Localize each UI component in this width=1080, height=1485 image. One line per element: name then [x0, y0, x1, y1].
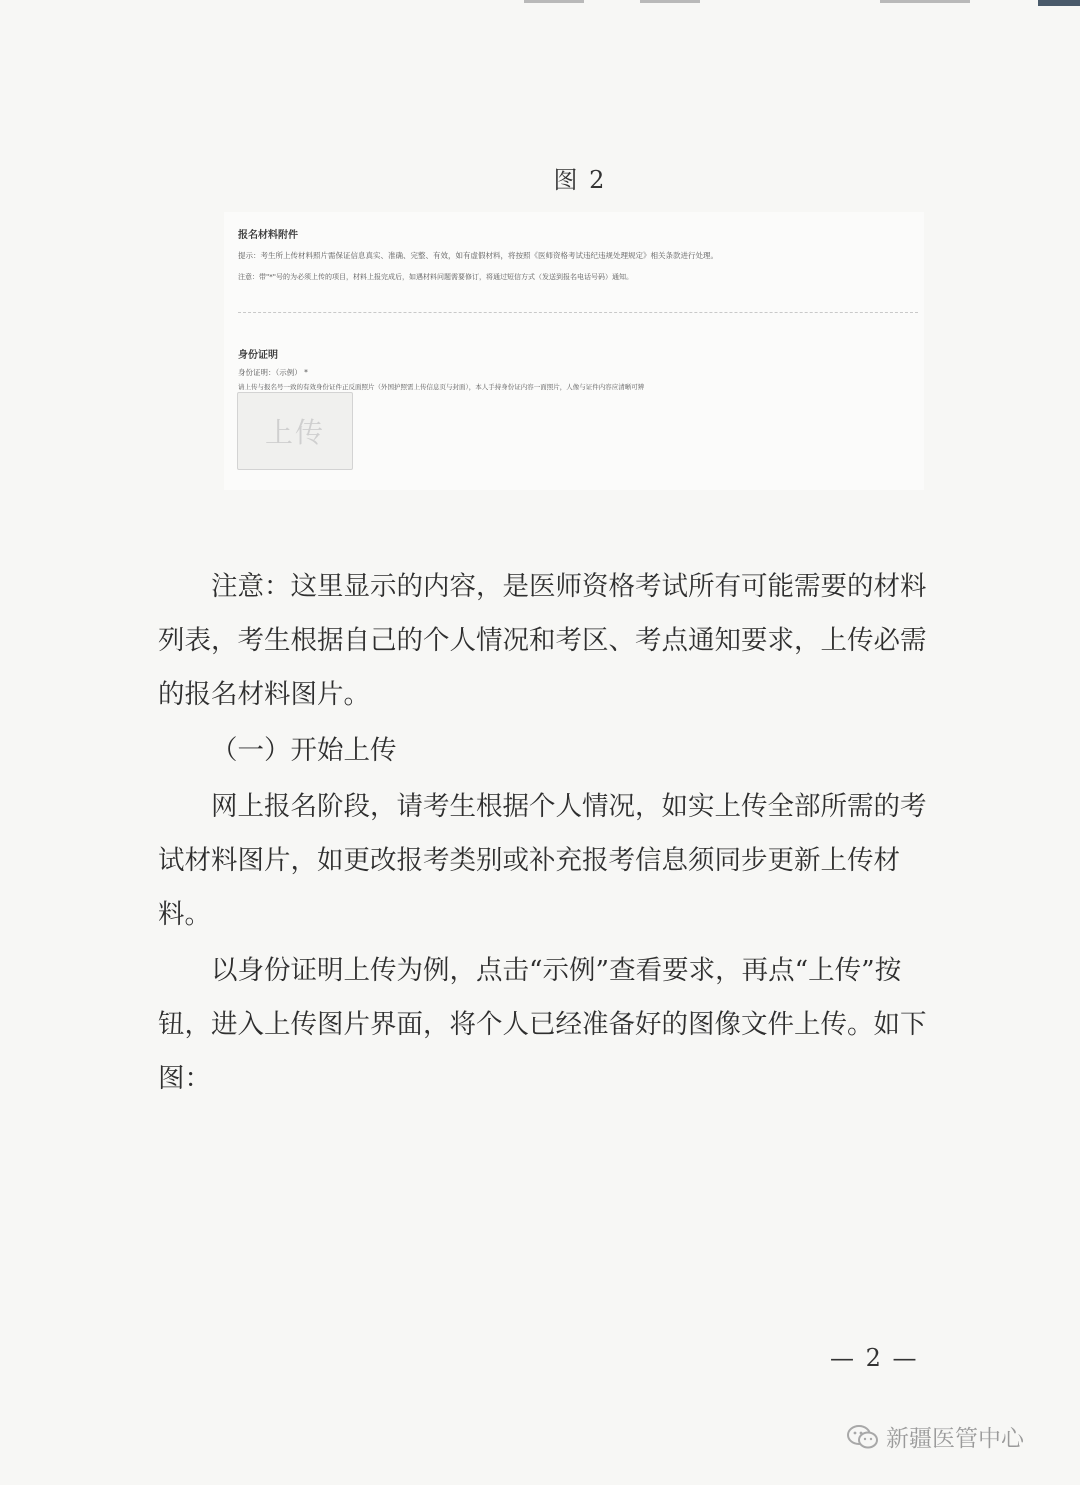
required-mark: * — [304, 368, 308, 377]
wechat-icon — [846, 1423, 880, 1451]
scan-edge-mark — [524, 0, 584, 3]
materials-note: 注意：带"*"号的为必须上传的项目，材料上报完成后，如遇材料问题需要修订，将通过短信方式（发送到报名电话号码）通知。 — [238, 273, 633, 281]
figure-caption: 图 2 — [553, 166, 607, 194]
paragraph-upload-stage: 网上报名阶段，请考生根据个人情况，如实上传全部所需的考试材料图片，如更改报考类别或补充报考信息须同步更新上传材料。 — [158, 791, 927, 930]
watermark-text: 新疆医管中心 — [886, 1426, 1024, 1452]
id-field-label: 身份证明： — [238, 368, 276, 377]
upload-button[interactable]: 上传 — [237, 392, 353, 470]
watermark — [846, 1420, 1024, 1453]
id-requirement-text: 请上传与报名号一致的有效身份证件正反面照片（外国护照需上传信息页与封面），本人手持身份证内容一面照片，人像与证件内容应清晰可辨 — [238, 383, 645, 391]
page-number: — 2 — — [830, 1344, 919, 1372]
materials-tip: 提示：考生所上传材料照片需保证信息真实、准确、完整、有效，如有虚假材料，将按照《医师资格考试违纪违规处理规定》相关条款进行处理。 — [238, 251, 718, 260]
example-link[interactable]: （示例） — [275, 368, 302, 377]
scan-edge-mark — [880, 0, 970, 3]
embedded-screenshot — [224, 212, 924, 490]
id-section-title: 身份证明 — [238, 350, 278, 361]
scan-edge-mark — [640, 0, 700, 3]
paragraph-example: 以身份证明上传为例，点击“示例”查看要求，再点“上传”按钮，进入上传图片界面，将个人已经准备好的图像文件上传。如下图： — [158, 955, 927, 1094]
id-field-row — [238, 367, 308, 378]
section-heading: （一）开始上传 — [211, 735, 397, 766]
dashed-divider — [238, 312, 918, 313]
paragraph-notice: 注意：这里显示的内容，是医师资格考试所有可能需要的材料列表，考生根据自己的个人情况和考区、考点通知要求，上传必需的报名材料图片。 — [158, 571, 927, 710]
materials-title: 报名材料附件 — [238, 230, 298, 241]
scan-corner-mark — [1038, 0, 1080, 6]
